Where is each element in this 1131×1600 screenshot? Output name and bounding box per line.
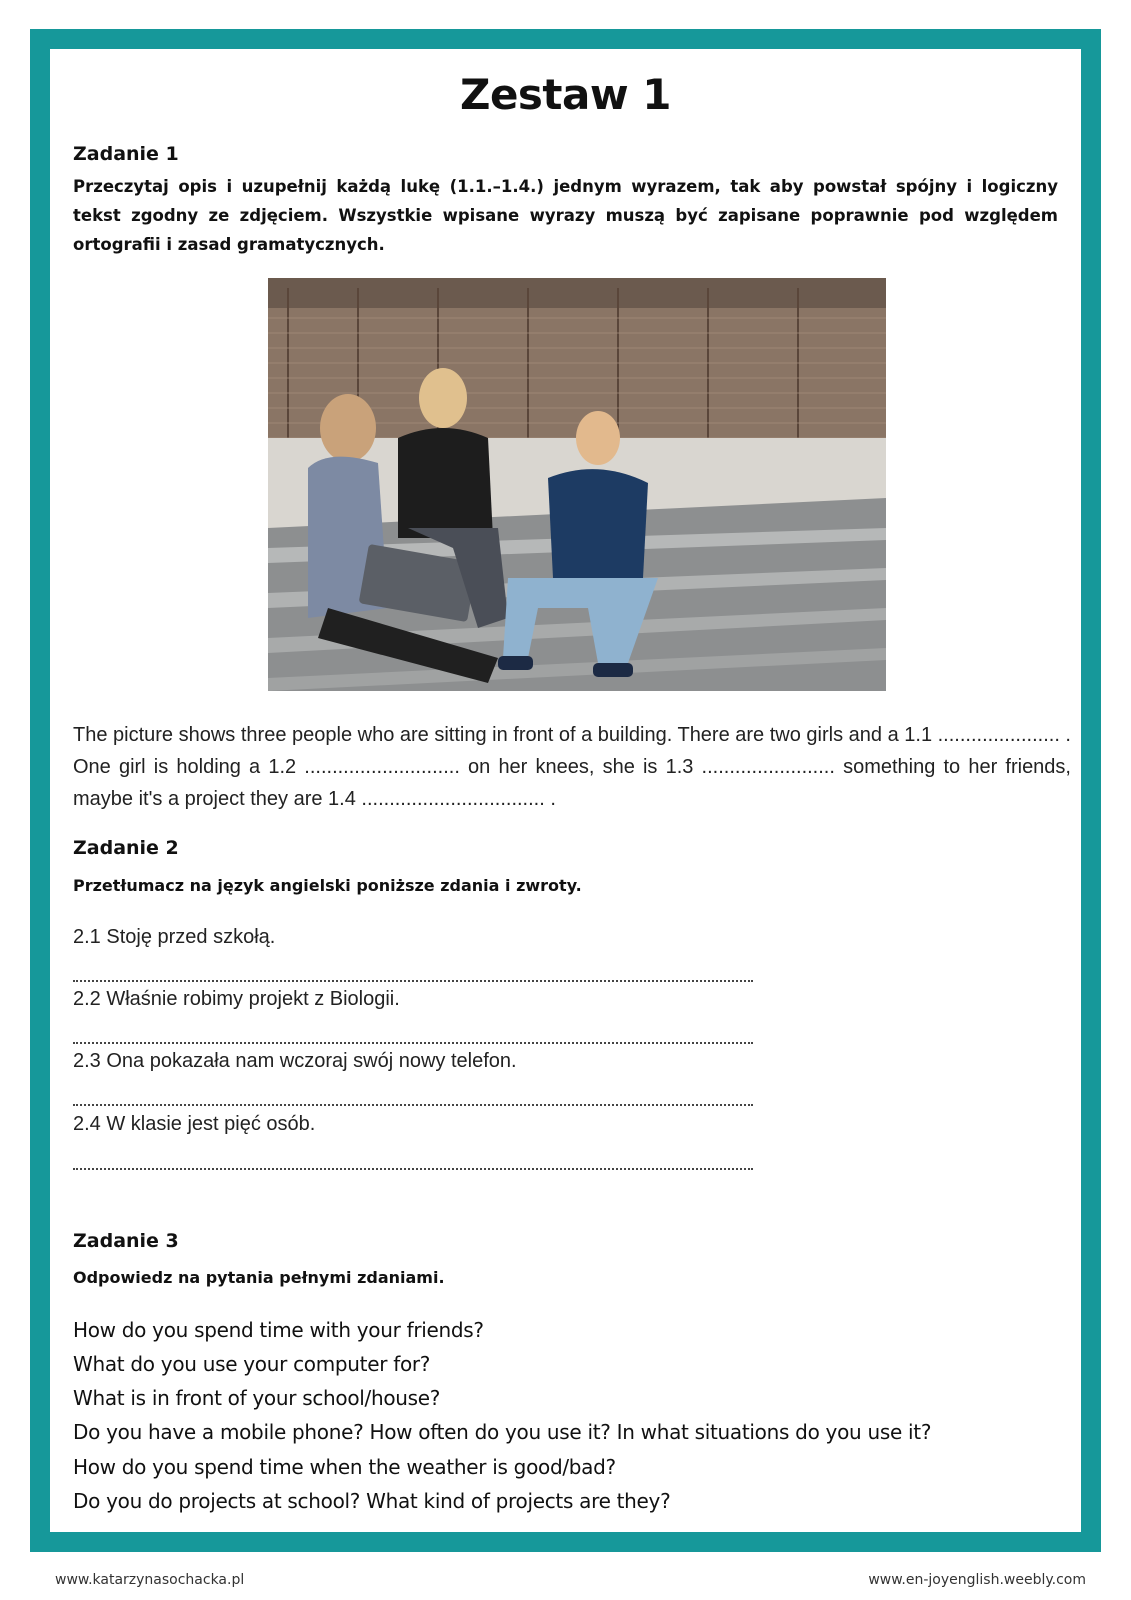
task2-item-2: 2.2 Właśnie robimy projekt z Biologii. [73,988,400,1010]
question-6: Do you do projects at school? What kind of projects are they? [73,1489,671,1513]
task2-instruction: Przetłumacz na język angielski poniższe zdania i zwroty. [73,876,582,895]
answer-line-3[interactable] [73,1102,753,1106]
task2-item-1: 2.1 Stoję przed szkołą. [73,926,276,948]
answer-line-1[interactable] [73,978,753,982]
task1-instruction: Przeczytaj opis i uzupełnij każdą lukę (1.1.–1.4.) jednym wyrazem, tak aby powstał spójny i logiczny tekst zgodny ze zdjęciem. Wszystkie wpisane wyrazy muszą być zapisane poprawnie pod względem ortografii i zasad gramatycznych. [73,177,1058,254]
task3-heading: Zadanie 3 [73,1230,179,1252]
page-title: Zestaw 1 [459,70,671,119]
answer-line-2[interactable] [73,1040,753,1044]
question-2: What do you use your computer for? [73,1352,431,1376]
question-4: Do you have a mobile phone? How often do you use it? In what situations do you use it? [73,1420,932,1444]
question-5: How do you spend time when the weather is good/bad? [73,1455,616,1479]
footer-left-url[interactable]: www.katarzynasochacka.pl [55,1572,245,1588]
task2-item-3: 2.3 Ona pokazała nam wczoraj swój nowy telefon. [73,1050,517,1072]
task1-heading: Zadanie 1 [73,143,179,165]
question-1: How do you spend time with your friends? [73,1318,484,1342]
footer-right-url[interactable]: www.en-joyenglish.weebly.com [868,1572,1086,1588]
task1-gap-text: The picture shows three people who are sitting in front of a building. There are two girls and a 1.1 ...................... . One girl is holding a 1.2 ............................ on her knees, she is 1.3 ........................ something to her friends, maybe it's a project they are 1.4 ................................. . [73,724,1071,810]
task2-heading: Zadanie 2 [73,837,179,859]
answer-line-4[interactable] [73,1166,753,1170]
task2-item-4: 2.4 W klasie jest pięć osób. [73,1113,316,1135]
task3-instruction: Odpowiedz na pytania pełnymi zdaniami. [73,1268,445,1287]
question-3: What is in front of your school/house? [73,1386,441,1410]
task1-photo [268,278,886,691]
